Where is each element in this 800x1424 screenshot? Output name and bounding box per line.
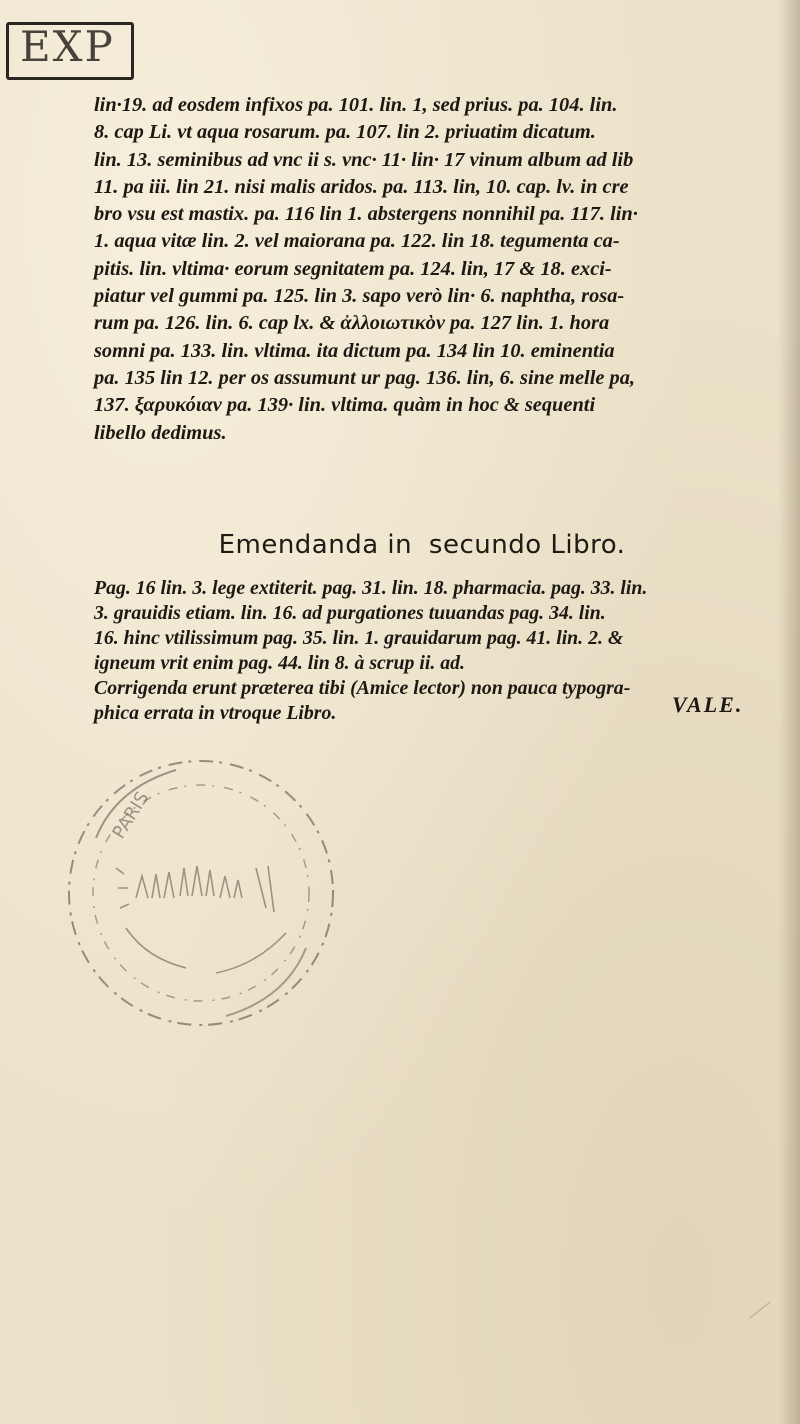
errata-line: 1. aqua vitæ lin. 2. vel maiorana pa. 122. lin 18. tegumenta ca-: [94, 230, 620, 253]
page-edge-shadow: [778, 0, 800, 1424]
errata-line: 137. ξαρυκόιαν pa. 139· lin. vltima. quàm in hoc & sequenti: [94, 394, 596, 417]
errata2-line: Pag. 16 lin. 3. lege extiterit. pag. 31. lin. 18. pharmacia. pag. 33. lin.: [94, 577, 648, 599]
seal-arc-text: PARIS: [108, 788, 154, 843]
heading-part-2: secundo Libro.: [428, 530, 626, 560]
errata-line: rum pa. 126. lin. 6. cap lx. & ἀλλοιωτικὸν pa. 127 lin. 1. hora: [94, 312, 610, 335]
ex-libris-stamp: [6, 14, 134, 76]
errata-line: 11. pa iii. lin 21. nisi malis aridos. pa. 113. lin, 10. cap. lv. in cre: [94, 175, 629, 198]
errata-line: pitis. lin. vltima· eorum segnitatem pa. 124. lin, 17 & 18. exci-: [94, 257, 612, 280]
errata2-line: phica errata in vtroque Libro.: [94, 702, 337, 724]
errata2-line: 3. grauidis etiam. lin. 16. ad purgationes tuuandas pag. 34. lin.: [94, 602, 606, 624]
library-seal-stamp: [56, 748, 346, 1038]
errata-line: 8. cap Li. vt aqua rosarum. pa. 107. lin 2. priuatim dicatum.: [94, 121, 596, 144]
errata2-line: igneum vrit enim pag. 44. lin 8. à scrup ii. ad.: [94, 652, 465, 674]
closing-vale: VALE.: [672, 692, 744, 717]
library-seal-icon: [56, 748, 346, 1038]
errata2-line: 16. hinc vtilissimum pag. 35. lin. 1. grauidarum pag. 41. lin. 2. &: [94, 627, 624, 649]
errata-line: lin·19. ad eosdem infixos pa. 101. lin. 1, sed prius. pa. 104. lin.: [94, 94, 618, 116]
errata-line: piatur vel gummi pa. 125. lin 3. sapo verò lin· 6. naphtha, rosa-: [94, 285, 625, 308]
errata-line: libello dedimus.: [94, 421, 227, 444]
section-heading: [0, 530, 800, 560]
errata-line: lin. 13. seminibus ad vnc ii s. vnc· 11· lin· 17 vinum album ad lib: [94, 148, 634, 171]
errata-line: somni pa. 133. lin. vltima. ita dictum pa. 134 lin 10. eminentia: [94, 339, 615, 362]
faint-pen-mark: [600, 1300, 780, 1320]
errata2-line: Corrigenda erunt præterea tibi (Amice lector) non pauca typogra-: [94, 677, 631, 699]
errata-line: bro vsu est mastix. pa. 116 lin 1. abstergens nonnihil pa. 117. lin·: [94, 203, 638, 226]
errata-first-book: [94, 92, 774, 447]
stamp-text: EXP: [20, 22, 115, 71]
heading-part-1: Emendanda in: [218, 530, 413, 560]
errata-line: pa. 135 lin 12. per os assumunt ur pag. 136. lin, 6. sine melle pa,: [94, 366, 635, 389]
